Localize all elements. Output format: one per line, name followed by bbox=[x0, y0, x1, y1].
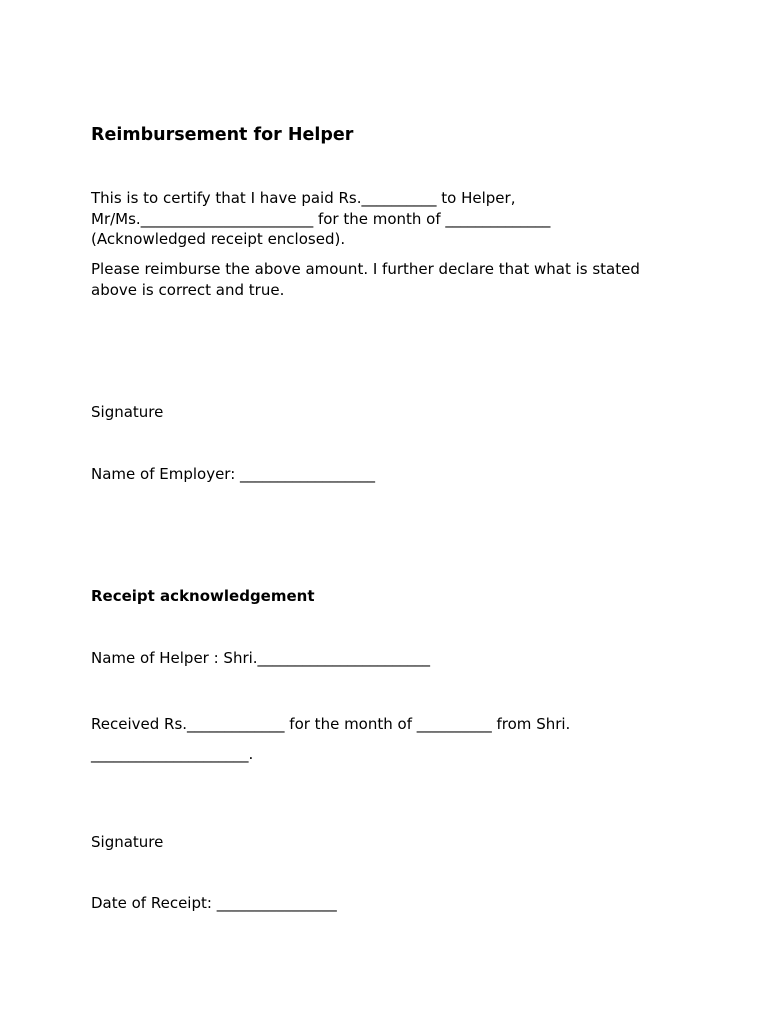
declaration-line-1: Please reimburse the above amount. I further declare that what is stated bbox=[91, 260, 640, 278]
helper-name-field: Name of Helper : Shri._______________________ bbox=[91, 649, 431, 667]
declaration-line-2: above is correct and true. bbox=[91, 280, 285, 299]
certification-line-1: This is to certify that I have paid Rs.__________ to Helper, bbox=[91, 189, 516, 207]
received-line-1: Received Rs._____________ for the month of __________ from Shri. bbox=[91, 715, 571, 733]
certification-line-3: (Acknowledged receipt enclosed). bbox=[91, 230, 346, 248]
employer-signature-label: Signature bbox=[91, 403, 164, 421]
certification-paragraph bbox=[91, 188, 550, 250]
receipt-heading: Receipt acknowledgement bbox=[91, 587, 315, 605]
helper-signature-label: Signature bbox=[91, 833, 164, 851]
declaration-paragraph bbox=[91, 259, 640, 300]
received-paragraph bbox=[91, 709, 570, 769]
received-line-2: _____________________. bbox=[91, 745, 254, 763]
document-title: Reimbursement for Helper bbox=[91, 125, 354, 145]
certification-line-2: Mr/Ms._______________________ for the month of ______________ bbox=[91, 209, 551, 228]
date-of-receipt-field: Date of Receipt: ________________ bbox=[91, 894, 337, 912]
employer-name-field: Name of Employer: __________________ bbox=[91, 465, 376, 483]
